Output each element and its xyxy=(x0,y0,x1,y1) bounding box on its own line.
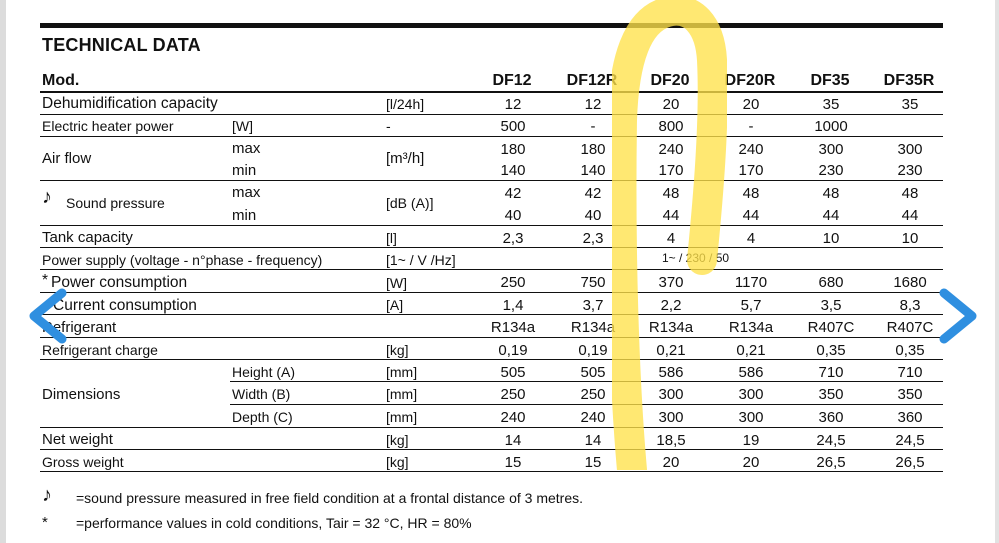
table-cell: 300 xyxy=(738,386,764,403)
row-rule xyxy=(40,427,943,428)
table-cell: 10 xyxy=(822,230,840,247)
row-rule xyxy=(40,269,943,270)
viewer-right-edge xyxy=(995,0,999,543)
height-unit: [mm] xyxy=(386,364,418,380)
table-cell: 48 xyxy=(662,185,680,202)
model-header: DF35R xyxy=(883,72,935,89)
table-cell: 0,19 xyxy=(578,342,608,359)
table-cell: 140 xyxy=(500,162,526,179)
model-header: DF20 xyxy=(650,72,690,89)
depth-label: Depth (C) xyxy=(232,409,293,425)
table-cell: 1,4 xyxy=(502,297,524,314)
table-cell: 300 xyxy=(738,409,764,426)
table-cell: R134a xyxy=(728,319,774,336)
table-cell: 586 xyxy=(738,364,764,381)
table-cell: 505 xyxy=(500,364,526,381)
gross-weight-label: Gross weight xyxy=(42,454,124,470)
width-unit: [mm] xyxy=(386,386,418,402)
table-cell: R134a xyxy=(570,319,616,336)
table-cell: 5,7 xyxy=(740,297,762,314)
table-cell: 20 xyxy=(662,454,680,471)
table-cell: 24,5 xyxy=(895,432,925,449)
header-rule xyxy=(40,91,943,93)
table-cell: 360 xyxy=(818,409,844,426)
table-cell: 4 xyxy=(666,230,676,247)
table-cell: 26,5 xyxy=(816,454,846,471)
refrigerant-label: Refrigerant xyxy=(42,319,117,336)
current-unit: [A] xyxy=(386,297,404,313)
power-supply-label: Power supply (voltage - n°phase - frequency) xyxy=(42,252,323,268)
table-cell: 40 xyxy=(584,207,602,224)
table-cell: 680 xyxy=(818,274,844,291)
net-weight-label: Net weight xyxy=(42,431,113,448)
table-cell: 0,19 xyxy=(498,342,528,359)
power-consumption-unit: [W] xyxy=(386,275,407,291)
chevron-right-icon xyxy=(930,287,988,345)
table-cell: 250 xyxy=(500,274,526,291)
table-cell: R407C xyxy=(807,319,855,336)
sound-label: Sound pressure xyxy=(66,195,165,211)
dehum-unit: [l/24h] xyxy=(386,96,425,112)
viewer-left-edge xyxy=(0,0,6,543)
table-cell: 2,2 xyxy=(660,297,682,314)
row-rule xyxy=(230,404,943,405)
table-cell: 360 xyxy=(897,409,923,426)
table-cell: 140 xyxy=(580,162,606,179)
table-cell: 350 xyxy=(897,386,923,403)
table-cell: 20 xyxy=(742,96,760,113)
table-cell: 300 xyxy=(658,386,684,403)
row-rule xyxy=(40,114,943,115)
table-cell: 8,3 xyxy=(899,297,921,314)
sound-max-label: max xyxy=(232,184,261,201)
table-cell: 1170 xyxy=(734,274,768,291)
table-cell: 300 xyxy=(658,409,684,426)
width-label: Width (B) xyxy=(232,386,291,402)
airflow-max-label: max xyxy=(232,140,261,157)
model-header: DF12R xyxy=(566,72,618,89)
dehum-label: Dehumidification capacity xyxy=(42,95,218,112)
table-cell: 500 xyxy=(500,118,526,135)
power-supply-value: 1~ / 230 / 50 xyxy=(662,251,730,265)
table-cell: 15 xyxy=(504,454,522,471)
table-cell: 40 xyxy=(504,207,522,224)
net-weight-unit: [kg] xyxy=(386,432,409,448)
sound-min-label: min xyxy=(232,207,257,224)
ref-charge-label: Refrigerant charge xyxy=(42,342,158,358)
table-cell: R134a xyxy=(490,319,536,336)
sound-unit: [dB (A)] xyxy=(386,195,434,211)
table-cell: 240 xyxy=(658,141,684,158)
table-cell: 0,35 xyxy=(895,342,925,359)
height-label: Height (A) xyxy=(232,364,296,380)
table-cell: 586 xyxy=(658,364,684,381)
table-cell: 14 xyxy=(504,432,522,449)
table-cell: 300 xyxy=(818,141,844,158)
dimensions-label: Dimensions xyxy=(42,386,121,403)
footnote-sound: =sound pressure measured in free field condition at a frontal distance of 3 metres. xyxy=(76,490,584,506)
table-cell: 800 xyxy=(658,118,684,135)
table-cell: 48 xyxy=(822,185,840,202)
table-cell: 350 xyxy=(818,386,844,403)
table-cell: 12 xyxy=(584,96,602,113)
table-cell: 0,35 xyxy=(816,342,846,359)
heater-unit-pre: [W] xyxy=(232,118,253,134)
row-rule xyxy=(40,314,943,315)
row-rule xyxy=(40,471,943,472)
table-cell: 10 xyxy=(901,230,919,247)
row-rule xyxy=(40,292,943,293)
table-cell: 14 xyxy=(584,432,602,449)
row-rule xyxy=(230,381,943,382)
model-header: DF35 xyxy=(810,72,850,89)
table-cell: 2,3 xyxy=(502,230,524,247)
row-rule xyxy=(40,359,943,360)
table-cell: 19 xyxy=(742,432,760,449)
table-cell: 12 xyxy=(504,96,522,113)
table-cell: 170 xyxy=(658,162,684,179)
table-cell: 42 xyxy=(584,185,602,202)
power-consumption-label: Power consumption xyxy=(51,274,188,291)
table-cell: 20 xyxy=(662,96,680,113)
table-cell: R134a xyxy=(648,319,694,336)
table-cell: 4 xyxy=(746,230,756,247)
table-cell: 35 xyxy=(822,96,840,113)
table-cell: 42 xyxy=(504,185,522,202)
music-note-icon: ♪ xyxy=(42,186,52,208)
ref-charge-unit: [kg] xyxy=(386,342,409,358)
table-cell: 710 xyxy=(818,364,844,381)
depth-unit: [mm] xyxy=(386,409,418,425)
airflow-unit: [m³/h] xyxy=(386,150,425,167)
table-cell: 370 xyxy=(658,274,684,291)
table-cell: 2,3 xyxy=(582,230,604,247)
row-rule xyxy=(40,136,943,137)
next-page-button[interactable] xyxy=(930,287,988,345)
table-cell: 170 xyxy=(738,162,764,179)
table-cell: 0,21 xyxy=(656,342,686,359)
row-rule xyxy=(40,247,943,248)
airflow-label: Air flow xyxy=(42,150,92,167)
previous-page-button[interactable] xyxy=(22,287,80,345)
model-header: DF20R xyxy=(724,72,776,89)
table-cell: 240 xyxy=(500,409,526,426)
table-cell: 48 xyxy=(742,185,760,202)
table-cell: 750 xyxy=(580,274,606,291)
table-cell: 300 xyxy=(897,141,923,158)
row-rule xyxy=(40,337,943,338)
table-cell: 3,5 xyxy=(820,297,842,314)
table-cell: R407C xyxy=(886,319,934,336)
table-cell: 230 xyxy=(897,162,923,179)
table-cell: - xyxy=(748,118,754,135)
table-cell: 18,5 xyxy=(656,432,686,449)
table-cell: 240 xyxy=(738,141,764,158)
table-cell: 710 xyxy=(897,364,923,381)
table-cell: 1680 xyxy=(893,274,927,291)
chevron-left-icon xyxy=(22,287,80,345)
table-cell: 505 xyxy=(580,364,606,381)
table-cell: 20 xyxy=(742,454,760,471)
table-cell: 15 xyxy=(584,454,602,471)
tank-label: Tank capacity xyxy=(42,229,133,246)
gross-weight-unit: [kg] xyxy=(386,454,409,470)
table-cell: 44 xyxy=(822,207,840,224)
table-cell: 250 xyxy=(580,386,606,403)
table-cell: 0,21 xyxy=(736,342,766,359)
airflow-min-label: min xyxy=(232,162,257,179)
table-cell: 3,7 xyxy=(582,297,604,314)
table-cell: 1000 xyxy=(814,118,848,135)
row-rule xyxy=(40,225,943,226)
tank-unit: [l] xyxy=(386,230,397,246)
table-cell: 180 xyxy=(500,141,526,158)
table-cell: 44 xyxy=(662,207,680,224)
current-label: Current consumption xyxy=(53,297,197,314)
table-cell: - xyxy=(590,118,596,135)
table-cell: 26,5 xyxy=(895,454,925,471)
power-supply-unit: [1~ / V /Hz] xyxy=(386,252,456,268)
table-cell: 180 xyxy=(580,141,606,158)
footnote-star-icon: * xyxy=(42,514,48,531)
table-cell: 35 xyxy=(901,96,919,113)
footnote-music-note-icon: ♪ xyxy=(42,484,52,506)
mod-header: Mod. xyxy=(42,72,80,89)
table-cell: 230 xyxy=(818,162,844,179)
model-header: DF12 xyxy=(492,72,532,89)
table-cell: 44 xyxy=(901,207,919,224)
row-rule xyxy=(40,449,943,450)
table-cell: 24,5 xyxy=(816,432,846,449)
heater-unit: - xyxy=(386,118,391,134)
page-title: TECHNICAL DATA xyxy=(42,35,201,55)
table-cell: 48 xyxy=(901,185,919,202)
table-cell: 240 xyxy=(580,409,606,426)
footnote-star: =performance values in cold conditions, Tair = 32 °C, HR = 80% xyxy=(76,515,472,531)
table-cell: 44 xyxy=(742,207,760,224)
star-icon: * xyxy=(42,272,49,289)
heater-label: Electric heater power xyxy=(42,118,174,134)
table-cell: 250 xyxy=(500,386,526,403)
row-rule xyxy=(40,180,943,181)
top-rule xyxy=(40,23,943,28)
